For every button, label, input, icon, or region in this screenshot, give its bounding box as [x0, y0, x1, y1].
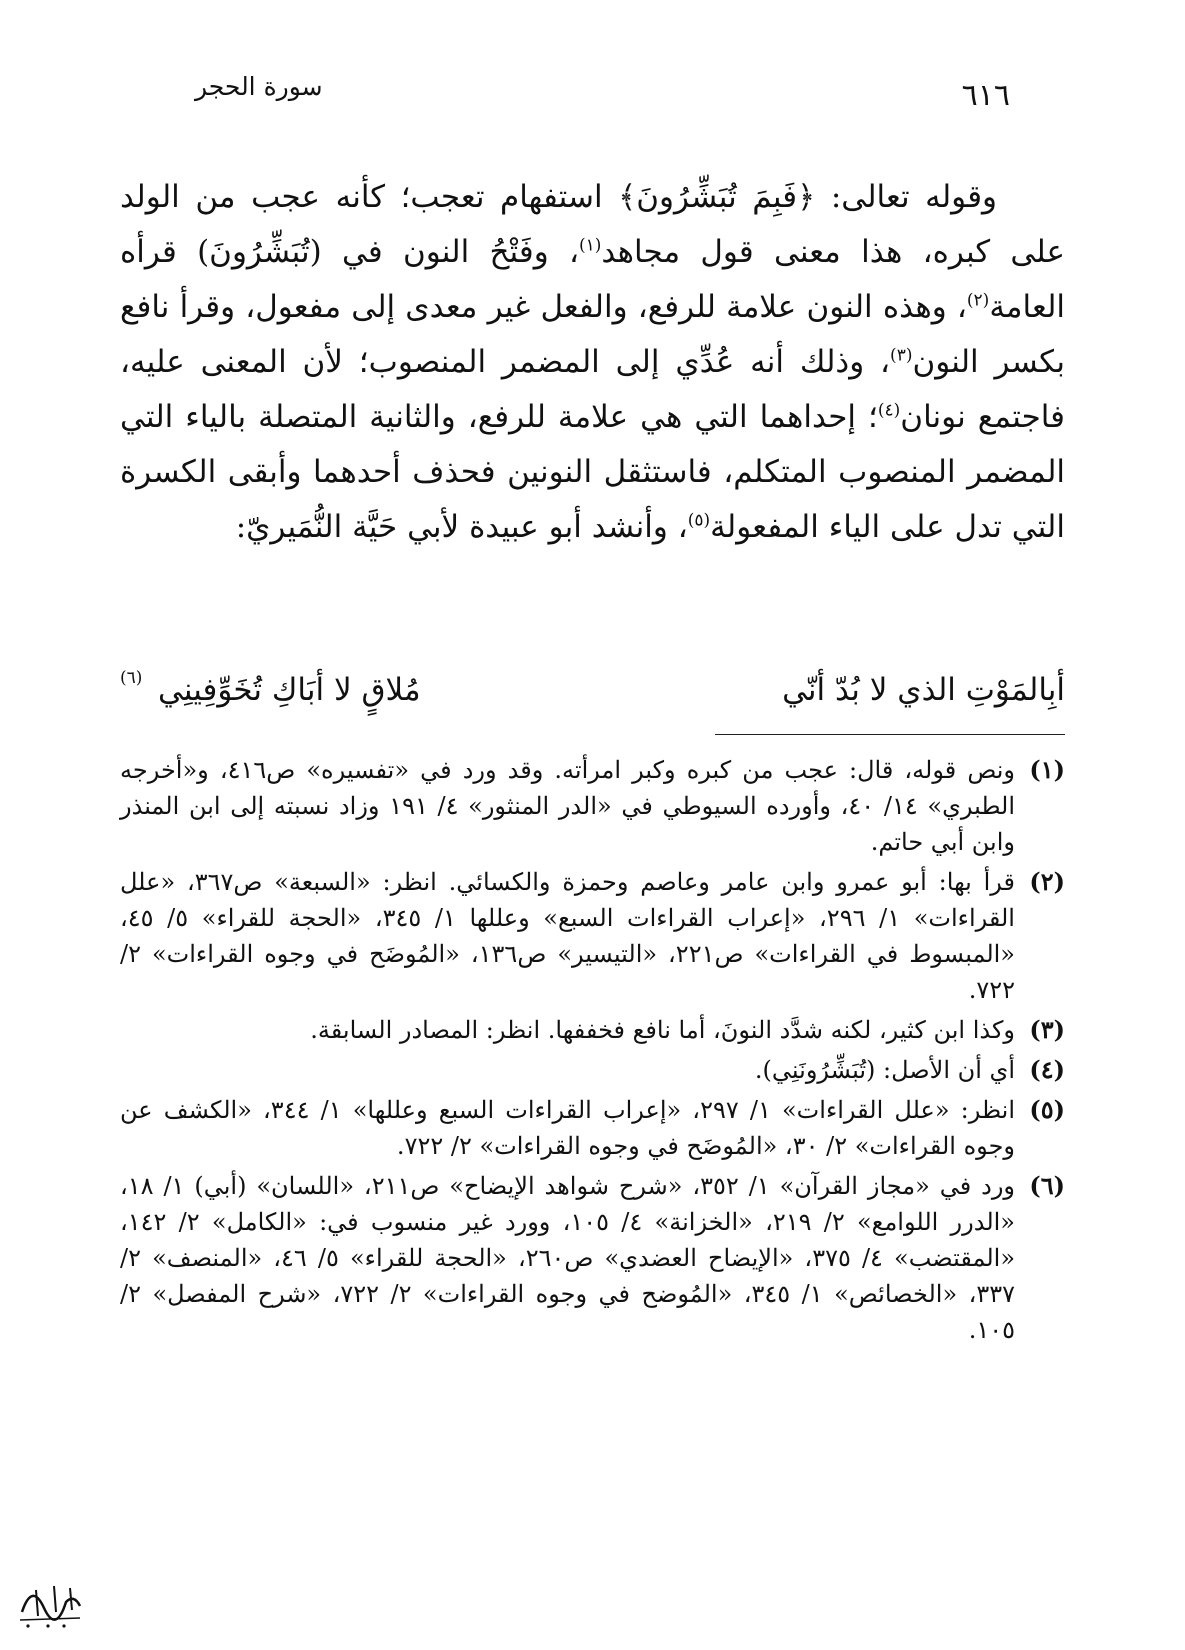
footnote-item: [120, 1168, 1065, 1348]
footnote-text: ورد في «مجاز القرآن» ١/ ٣٥٢، «شرح شواهد الإيضاح» ص٢١١، «اللسان» (أبي) ١/ ١٨، «الدرر اللوامع» ٢/ ٢١٩، «الخزانة» ٤/ ١٠٥، وورد غير منسوب في: «الكامل» ٢/ ١٤٢، «المقتضب» ٤/ ٣٧٥، «الإيضاح العضدي» ص٢٦٠، «الحجة للقراء» ٥/ ٤٦، «المنصف» ٢/ ٣٣٧، «الخصائص» ١/ ٣٤٥، «المُوضح في وجوه القراءات» ٢/ ٧٢٢، «شرح المفصل» ٢/ ١٠٥.: [120, 1172, 1016, 1344]
calligraphy-stamp-logo: [14, 1572, 86, 1632]
text-segment: ؛ إحداهما التي هي علامة للرفع، والثانية المتصلة بالياء التي المضمر المنصوب المتكلم، فاستثقل النونين فحذف أحدهما وأبقى الكسرة التي تدل على الياء المفعولة: [120, 399, 1065, 545]
footnote-number: (٢): [1029, 867, 1065, 896]
footnote-item: [120, 752, 1065, 860]
verse-second-hemistich: مُلاقٍ لا أبَاكِ تُخَوِّفِينِي: [158, 672, 421, 708]
footnote-number: (٥): [1029, 1095, 1065, 1124]
footnotes-section: [120, 752, 1065, 1352]
footnote-text: أي أن الأصل: (تُبَشِّرُونَنِي).: [754, 1056, 1015, 1084]
verse-first-hemistich: أبِالمَوْتِ الذي لا بُدّ أنّي: [782, 672, 1065, 708]
main-text: [120, 170, 1065, 555]
footnote-item: [120, 1012, 1065, 1048]
footnote-item: [120, 1092, 1065, 1164]
footnote-ref: (٦): [120, 668, 143, 688]
page-number: ٦١٦: [961, 78, 1010, 113]
footnote-number: (٣): [1029, 1015, 1065, 1044]
footnote-number: (١): [1029, 755, 1065, 784]
footnote-text: قرأ بها: أبو عمرو وابن عامر وعاصم وحمزة والكسائي. انظر: «السبعة» ص٣٦٧، «علل القراءات» ١/ ٢٩٦، «إعراب القراءات السبع» وعللها ١/ ٣٤٥، «الحجة للقراء» ٥/ ٤٥، «المبسوط في القراءات» ص٢٢١، «التيسير» ص١٣٦، «المُوضَح في وجوه القراءات» ٢/ ٧٢٢.: [120, 868, 1016, 1004]
poetry-verse: [120, 668, 1065, 718]
footnote-item: [120, 1052, 1065, 1088]
text-segment: ، وأنشد أبو عبيدة لأبي حَيَّة النُّمَيريّ:: [235, 509, 688, 545]
footnote-text: وكذا ابن كثير، لكنه شدَّد النونَ، أما نافع فخففها. انظر: المصادر السابقة.: [310, 1016, 1015, 1044]
text-segment: ، وفَتْحُ النون في (تُبَشِّرُونَ) قرأه العامة: [120, 234, 1065, 325]
footnote-number: (٦): [1029, 1171, 1065, 1200]
text-segment: وقوله تعالى: ﴿فَبِمَ تُبَشِّرُونَ﴾ استفهام تعجب؛ كأنه عجب من الولد على كبره، هذا معنى قول مجاهد: [120, 179, 1065, 270]
footnote-text: ونص قوله، قال: عجب من كبره وكبر امرأته. وقد ورد في «تفسيره» ص٤١٦، و«أخرجه الطبري» ١٤/ ٤٠، وأورده السيوطي في «الدر المنثور» ٤/ ١٩١ وزاد نسبته إلى ابن المنذر وابن أبي حاتم.: [120, 756, 1016, 856]
footnote-item: [120, 864, 1065, 1008]
footnote-ref: (٢): [966, 290, 990, 311]
text-segment: ، وذلك أنه عُدِّي إلى المضمر المنصوب؛ لأن المعنى عليه، فاجتمع نونان: [120, 344, 1065, 435]
surah-title: سورة الحجر: [195, 72, 323, 101]
text-segment: ، وهذه النون علامة للرفع، والفعل غير معدى إلى مفعول، وقرأ نافع بكسر النون: [120, 289, 1065, 380]
footnote-ref: (٤): [877, 400, 901, 421]
main-paragraph: [120, 170, 1065, 555]
footnote-ref: (٥): [687, 510, 711, 531]
footnote-number: (٤): [1029, 1055, 1065, 1084]
footnote-ref: (٣): [890, 345, 913, 366]
footnote-ref: (١): [578, 235, 602, 256]
footnote-divider: [715, 734, 1065, 735]
footnote-text: انظر: «علل القراءات» ١/ ٢٩٧، «إعراب القراءات السبع وعللها» ١/ ٣٤٤، «الكشف عن وجوه القراءات» ٢/ ٣٠، «المُوضَح في وجوه القراءات» ٢/ ٧٢٢.: [120, 1096, 1016, 1160]
page-header: [195, 68, 1010, 128]
